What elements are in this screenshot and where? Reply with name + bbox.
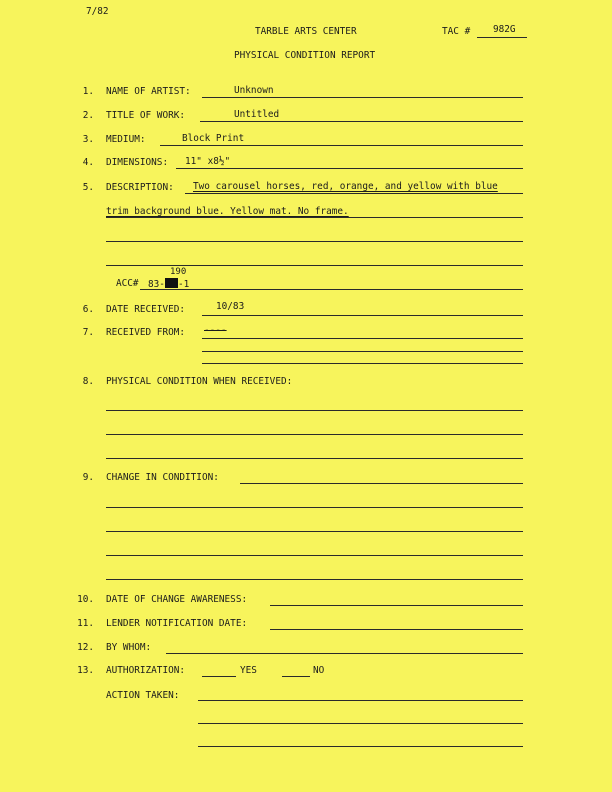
date-received-value[interactable]: 10/83 (216, 301, 245, 312)
item-number: 12. (77, 642, 94, 653)
title-label: TITLE OF WORK: (106, 110, 186, 121)
condition-rule-1 (106, 410, 523, 411)
change-awareness-label: DATE OF CHANGE AWARENESS: (106, 594, 248, 605)
change-rule-2 (106, 531, 523, 532)
received-from-label: RECEIVED FROM: (106, 327, 186, 338)
condition-rule-3 (106, 458, 523, 459)
date-received-label: DATE RECEIVED: (106, 304, 186, 315)
acc-prefix: 83- (148, 279, 165, 290)
tac-line (477, 37, 527, 38)
artist-line (202, 97, 523, 98)
dimensions-label: DIMENSIONS: (106, 157, 169, 168)
medium-line (160, 145, 523, 146)
item-number: 10. (77, 594, 94, 605)
received-from-value[interactable]: ---- (204, 325, 227, 336)
no-line[interactable] (282, 676, 310, 677)
no-label: NO (313, 665, 325, 676)
acc-label: ACC# (116, 278, 139, 289)
medium-value[interactable]: Block Print (182, 133, 245, 144)
item-number: 11. (77, 618, 94, 629)
redaction-mark (165, 278, 178, 288)
tac-value[interactable]: 982G (493, 24, 516, 35)
item-number: 8. (82, 376, 94, 387)
title-line (200, 121, 523, 122)
change-rule-4 (106, 579, 523, 580)
received-from-line-3 (202, 363, 523, 364)
artist-value[interactable]: Unknown (234, 85, 274, 96)
lender-notification-label: LENDER NOTIFICATION DATE: (106, 618, 248, 629)
action-rule-3 (198, 746, 523, 747)
item-number: 6. (82, 304, 94, 315)
change-rule-1 (106, 507, 523, 508)
item-number: 4. (82, 157, 94, 168)
item-number: 3. (82, 134, 94, 145)
dimensions-value[interactable]: 11" x8½" (185, 156, 231, 167)
change-line (240, 483, 523, 484)
description-rule-4 (106, 265, 523, 266)
title-value[interactable]: Untitled (234, 109, 280, 120)
description-line-2[interactable]: trim background blue. Yellow mat. No frame. (106, 206, 349, 217)
condition-received-label: PHYSICAL CONDITION WHEN RECEIVED: (106, 376, 293, 387)
item-number: 13. (77, 665, 94, 676)
description-rule-1 (185, 193, 523, 194)
acc-overwrite: 190 (170, 267, 187, 277)
item-number: 9. (82, 472, 94, 483)
yes-line[interactable] (202, 676, 236, 677)
date-received-line (202, 315, 523, 316)
acc-suffix: -1 (177, 279, 190, 290)
description-line-1[interactable]: Two carousel horses, red, orange, and yellow with blue (193, 181, 498, 192)
tac-label: TAC # (442, 26, 471, 37)
acc-line (140, 289, 523, 290)
item-number: 5. (82, 182, 94, 193)
artist-label: NAME OF ARTIST: (106, 86, 191, 97)
report-title: PHYSICAL CONDITION REPORT (234, 50, 376, 61)
item-number: 2. (82, 110, 94, 121)
yes-label: YES (240, 665, 257, 676)
corner-date: 7/82 (86, 6, 109, 17)
by-whom-line (166, 653, 523, 654)
dimensions-line (176, 168, 523, 169)
received-from-line-2 (202, 351, 523, 352)
description-rule-2 (106, 217, 523, 218)
change-awareness-line (270, 605, 523, 606)
change-rule-3 (106, 555, 523, 556)
item-number: 7. (82, 327, 94, 338)
condition-rule-2 (106, 434, 523, 435)
action-rule-1 (198, 700, 523, 701)
action-taken-label: ACTION TAKEN: (106, 690, 180, 701)
description-label: DESCRIPTION: (106, 182, 174, 193)
medium-label: MEDIUM: (106, 134, 146, 145)
org-name: TARBLE ARTS CENTER (255, 26, 357, 37)
item-number: 1. (82, 86, 94, 97)
authorization-label: AUTHORIZATION: (106, 665, 186, 676)
by-whom-label: BY WHOM: (106, 642, 152, 653)
change-label: CHANGE IN CONDITION: (106, 472, 219, 483)
description-rule-3 (106, 241, 523, 242)
received-from-line-1 (202, 338, 523, 339)
lender-notification-line (270, 629, 523, 630)
action-rule-2 (198, 723, 523, 724)
